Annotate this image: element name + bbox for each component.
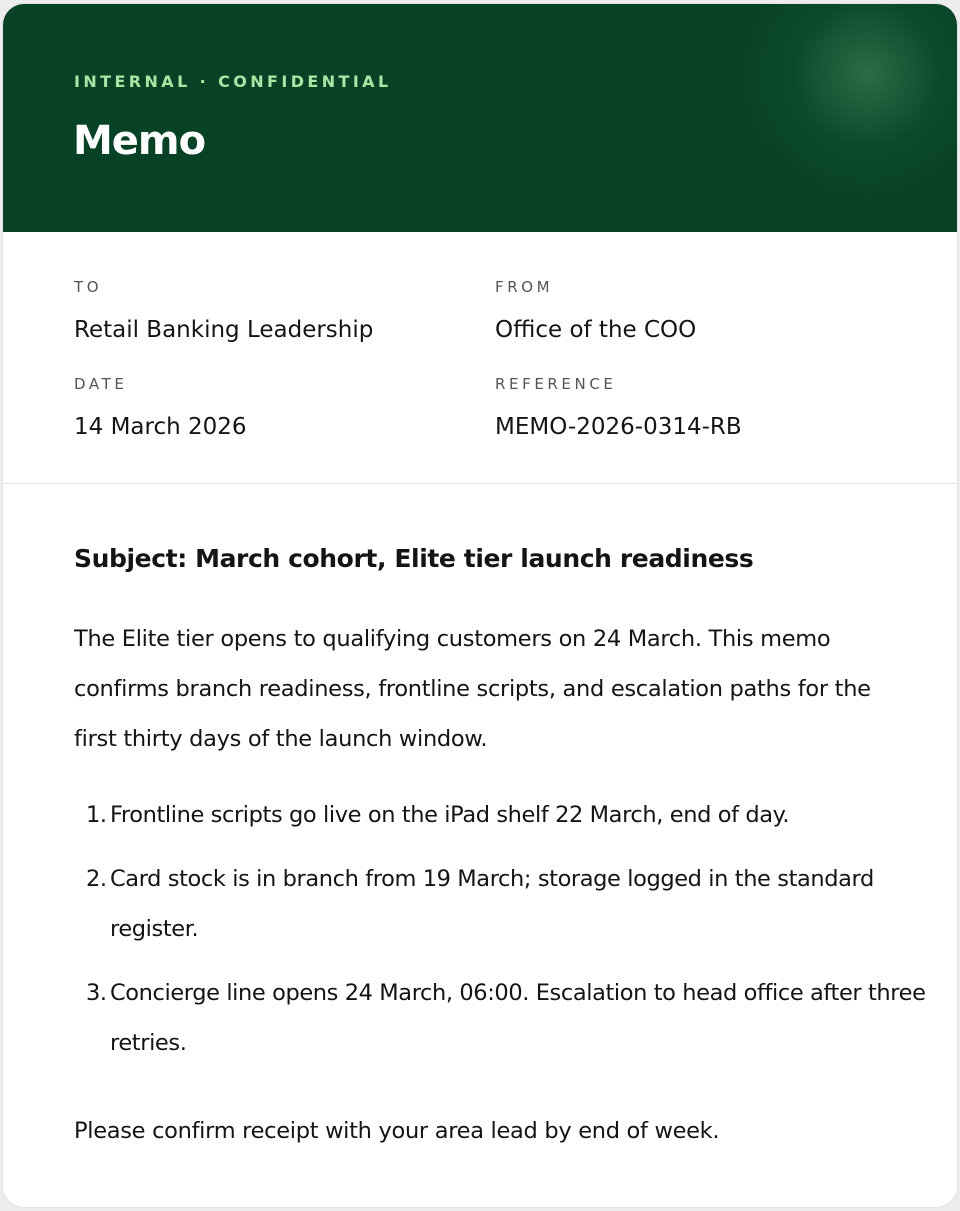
memo-body bbox=[74, 542, 926, 1144]
header-glow bbox=[737, 4, 957, 204]
memo-meta bbox=[3, 232, 957, 484]
from-field bbox=[495, 277, 696, 345]
reference-label: REFERENCE bbox=[495, 375, 617, 393]
confidentiality-label: INTERNAL · CONFIDENTIAL bbox=[74, 72, 392, 91]
date-label: DATE bbox=[74, 375, 128, 393]
list-item-number: 1. bbox=[86, 802, 107, 828]
list-item-text: Frontline scripts go live on the iPad shelf 22 March, end of day. bbox=[110, 802, 790, 828]
date-value: 14 March 2026 bbox=[74, 414, 247, 440]
list-item bbox=[74, 790, 934, 840]
reference-field bbox=[495, 374, 742, 442]
from-value: Office of the COO bbox=[495, 317, 697, 343]
memo-header bbox=[3, 4, 957, 232]
list-item-text: Card stock is in branch from 19 March; storage logged in the standard register. bbox=[110, 866, 874, 942]
to-field bbox=[74, 277, 373, 345]
from-label: FROM bbox=[495, 278, 554, 296]
reference-value: MEMO-2026-0314-RB bbox=[495, 414, 742, 440]
date-field bbox=[74, 374, 247, 442]
readiness-list bbox=[74, 790, 934, 1082]
memo-intro: The Elite tier opens to qualifying customers on 24 March. This memo confirms branch readiness, frontline scripts, and escalation paths for the first thirty days of the launch window. bbox=[74, 626, 871, 752]
list-item bbox=[74, 854, 934, 954]
memo-closing: Please confirm receipt with your area lead by end of week. bbox=[74, 1118, 720, 1144]
memo-subject: Subject: March cohort, Elite tier launch readiness bbox=[74, 544, 754, 573]
list-item bbox=[74, 968, 934, 1068]
list-item-text: Concierge line opens 24 March, 06:00. Escalation to head office after three retries. bbox=[110, 980, 926, 1056]
list-item-number: 3. bbox=[86, 980, 107, 1006]
memo-title: Memo bbox=[73, 118, 206, 164]
to-value: Retail Banking Leadership bbox=[74, 317, 374, 343]
list-item-number: 2. bbox=[86, 866, 107, 892]
to-label: TO bbox=[74, 278, 103, 296]
memo-card bbox=[2, 3, 958, 1208]
